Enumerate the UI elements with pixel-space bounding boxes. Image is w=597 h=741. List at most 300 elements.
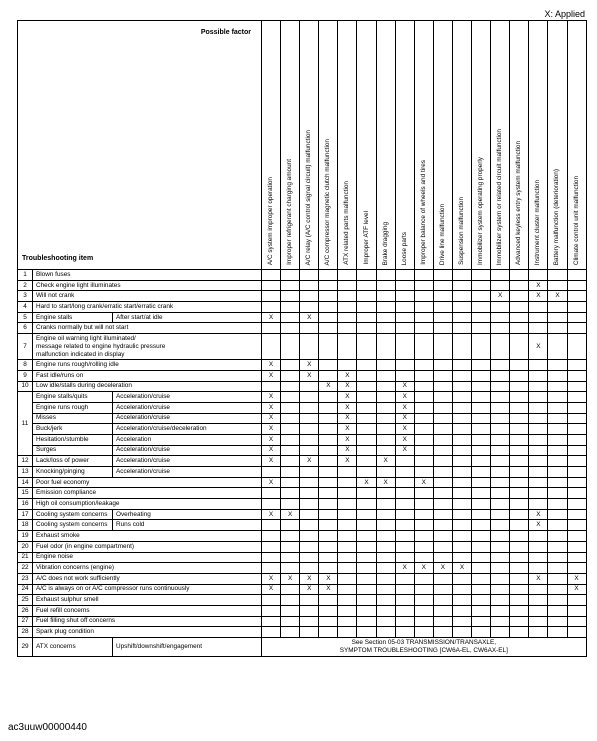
factor-cell xyxy=(395,520,414,531)
table-row xyxy=(18,616,587,627)
factor-cell xyxy=(491,392,510,403)
factor-cell xyxy=(414,584,433,595)
factor-cell xyxy=(529,280,548,291)
factor-cell xyxy=(395,456,414,467)
factor-cell xyxy=(395,595,414,606)
factor-cell xyxy=(281,291,300,302)
factor-cell xyxy=(357,434,376,445)
factor-label: Climate control unit malfunction xyxy=(572,175,580,265)
factor-cell xyxy=(529,445,548,456)
factor-cell xyxy=(357,360,376,371)
factor-cell xyxy=(567,509,586,520)
applied-mark: X xyxy=(268,457,274,465)
factor-cell xyxy=(452,467,471,478)
factor-cell xyxy=(262,270,281,281)
factor-cell xyxy=(548,605,567,616)
factor-cell xyxy=(567,402,586,413)
factor-cell xyxy=(281,280,300,291)
applied-mark: X xyxy=(307,585,312,593)
applied-mark: X xyxy=(326,574,331,582)
table-row xyxy=(18,370,587,381)
factor-cell xyxy=(281,424,300,435)
factor-cell xyxy=(510,552,529,563)
factor-cell xyxy=(567,360,586,371)
item-label: Blown fuses xyxy=(33,270,262,281)
factor-cell xyxy=(472,605,491,616)
factor-cell xyxy=(357,402,376,413)
factor-cell xyxy=(567,381,586,392)
factor-cell xyxy=(529,541,548,552)
factor-cell xyxy=(338,270,357,281)
applied-mark: X xyxy=(326,585,331,593)
item-condition: Acceleration/cruise/deceleration xyxy=(113,424,262,435)
factor-cell xyxy=(414,280,433,291)
troubleshooting-item-heading: Troubleshooting item xyxy=(22,255,94,262)
applied-mark: X xyxy=(536,292,541,300)
row-number: 14 xyxy=(18,477,33,488)
factor-cell xyxy=(433,520,452,531)
factor-cell xyxy=(319,402,338,413)
factor-label: Advanced keyless entry system malfunction xyxy=(515,141,523,265)
factor-cell xyxy=(510,291,529,302)
factor-cell xyxy=(510,520,529,531)
factor-cell xyxy=(529,499,548,510)
applied-mark: X xyxy=(402,393,407,401)
factor-cell xyxy=(338,381,357,392)
item-label: Fuel refill concerns xyxy=(33,605,262,616)
factor-cell xyxy=(529,323,548,334)
factor-header xyxy=(338,21,357,270)
factor-cell xyxy=(452,520,471,531)
factor-cell xyxy=(338,595,357,606)
factor-cell xyxy=(414,477,433,488)
factor-cell xyxy=(319,477,338,488)
factor-cell xyxy=(357,605,376,616)
factor-label: A/C system improper operation xyxy=(267,176,275,265)
factor-cell xyxy=(414,531,433,542)
factor-cell xyxy=(338,616,357,627)
item-condition: Acceleration/cruise xyxy=(113,445,262,456)
factor-cell xyxy=(433,312,452,323)
factor-cell xyxy=(262,563,281,574)
factor-cell xyxy=(395,563,414,574)
factor-cell xyxy=(529,291,548,302)
factor-cell xyxy=(452,456,471,467)
factor-cell xyxy=(357,280,376,291)
factor-cell xyxy=(281,370,300,381)
factor-cell xyxy=(491,334,510,360)
factor-cell xyxy=(395,552,414,563)
factor-cell xyxy=(510,424,529,435)
factor-cell xyxy=(357,541,376,552)
item-label: Cooling system concerns xyxy=(33,509,113,520)
factor-cell xyxy=(281,541,300,552)
factor-cell xyxy=(529,509,548,520)
factor-cell xyxy=(338,531,357,542)
factor-cell xyxy=(567,520,586,531)
factor-cell xyxy=(510,488,529,499)
factor-label: A/C compressor magnetic clutch malfunction xyxy=(324,138,332,265)
factor-cell xyxy=(376,323,395,334)
factor-cell xyxy=(472,302,491,313)
factor-cell xyxy=(472,477,491,488)
factor-label: Suspension malfunction xyxy=(458,197,465,265)
factor-cell xyxy=(300,302,319,313)
factor-cell xyxy=(414,573,433,584)
factor-cell xyxy=(262,392,281,403)
factor-label: Immobilizer system operating properly xyxy=(477,157,485,265)
factor-cell xyxy=(300,381,319,392)
factor-cell xyxy=(338,280,357,291)
factor-cell xyxy=(376,552,395,563)
item-label: Engine noise xyxy=(33,552,262,563)
factor-cell xyxy=(433,499,452,510)
factor-cell xyxy=(281,477,300,488)
factor-cell xyxy=(376,531,395,542)
factor-cell xyxy=(319,541,338,552)
factor-cell xyxy=(395,434,414,445)
factor-cell xyxy=(529,616,548,627)
table-row xyxy=(18,605,587,616)
table-row xyxy=(18,627,587,638)
factor-cell xyxy=(319,270,338,281)
factor-label: Improper ATF level xyxy=(362,211,370,265)
factor-cell xyxy=(357,477,376,488)
factor-cell xyxy=(510,302,529,313)
factor-cell xyxy=(529,563,548,574)
factor-cell xyxy=(281,381,300,392)
factor-cell xyxy=(548,477,567,488)
factor-cell xyxy=(319,531,338,542)
factor-cell xyxy=(376,605,395,616)
applied-mark: X xyxy=(288,510,293,518)
factor-cell xyxy=(262,291,281,302)
factor-cell xyxy=(338,563,357,574)
factor-cell xyxy=(319,424,338,435)
factor-cell xyxy=(529,381,548,392)
item-condition: Acceleration/cruise xyxy=(113,413,262,424)
factor-cell xyxy=(338,509,357,520)
factor-cell xyxy=(300,627,319,638)
factor-cell xyxy=(548,595,567,606)
item-label: Knocking/pinging xyxy=(33,467,113,478)
factor-cell xyxy=(491,424,510,435)
factor-cell xyxy=(433,402,452,413)
row-number: 28 xyxy=(18,627,33,638)
factor-cell xyxy=(376,424,395,435)
applied-mark: X xyxy=(268,403,274,411)
factor-cell xyxy=(414,291,433,302)
factor-cell xyxy=(376,499,395,510)
table-row xyxy=(18,280,587,291)
factor-cell xyxy=(395,370,414,381)
factor-cell xyxy=(433,477,452,488)
item-label: Will not crank xyxy=(33,291,262,302)
item-label: Cranks normally but will not start xyxy=(33,323,262,334)
factor-cell xyxy=(414,541,433,552)
factor-cell xyxy=(300,402,319,413)
applied-mark: X xyxy=(402,382,407,390)
table-row xyxy=(18,488,587,499)
factor-cell xyxy=(491,413,510,424)
applied-mark: X xyxy=(402,446,407,454)
factor-cell xyxy=(376,334,395,360)
applied-mark: X xyxy=(345,435,350,443)
factor-cell xyxy=(281,584,300,595)
factor-cell xyxy=(376,381,395,392)
factor-cell xyxy=(300,520,319,531)
factor-cell xyxy=(548,509,567,520)
factor-cell xyxy=(452,445,471,456)
applied-mark: X xyxy=(345,457,350,465)
factor-cell xyxy=(548,424,567,435)
factor-cell xyxy=(338,392,357,403)
factor-cell xyxy=(433,488,452,499)
factor-cell xyxy=(300,360,319,371)
item-label: Buck/jerk xyxy=(33,424,113,435)
factor-cell xyxy=(491,370,510,381)
factor-cell xyxy=(510,312,529,323)
factor-cell xyxy=(376,434,395,445)
factor-cell xyxy=(338,360,357,371)
factor-cell xyxy=(395,280,414,291)
factor-cell xyxy=(395,334,414,360)
factor-cell xyxy=(338,499,357,510)
factor-cell xyxy=(395,291,414,302)
factor-cell xyxy=(262,520,281,531)
table-row xyxy=(18,424,587,435)
factor-cell xyxy=(395,531,414,542)
factor-cell xyxy=(452,312,471,323)
factor-cell xyxy=(548,392,567,403)
factor-cell xyxy=(357,563,376,574)
factor-cell xyxy=(452,381,471,392)
factor-cell xyxy=(300,584,319,595)
factor-cell xyxy=(338,488,357,499)
factor-cell xyxy=(433,509,452,520)
factor-cell xyxy=(548,302,567,313)
factor-cell xyxy=(262,541,281,552)
factor-cell xyxy=(319,302,338,313)
applied-mark: X xyxy=(536,574,541,582)
factor-cell xyxy=(548,456,567,467)
applied-mark: X xyxy=(268,478,274,486)
applied-mark: X xyxy=(536,342,541,350)
factor-cell xyxy=(567,573,586,584)
table-row xyxy=(18,595,587,606)
factor-cell xyxy=(472,509,491,520)
factor-cell xyxy=(491,280,510,291)
factor-cell xyxy=(414,445,433,456)
row-number: 5 xyxy=(18,312,33,323)
factor-cell xyxy=(433,627,452,638)
factor-cell xyxy=(452,563,471,574)
factor-cell xyxy=(414,434,433,445)
factor-cell xyxy=(262,381,281,392)
factor-cell xyxy=(433,445,452,456)
factor-cell xyxy=(548,573,567,584)
factor-cell xyxy=(338,456,357,467)
factor-cell xyxy=(300,509,319,520)
factor-cell xyxy=(491,616,510,627)
factor-cell xyxy=(567,323,586,334)
factor-cell xyxy=(529,605,548,616)
factor-label: Improper balance of wheels and tires xyxy=(419,160,427,265)
applied-mark: X xyxy=(421,564,426,572)
factor-cell xyxy=(548,360,567,371)
factor-cell xyxy=(262,280,281,291)
factor-cell xyxy=(472,520,491,531)
factor-cell xyxy=(338,520,357,531)
item-label: Hard to start/long crank/erratic start/erratic crank xyxy=(33,302,262,313)
factor-cell xyxy=(262,552,281,563)
factor-cell xyxy=(414,616,433,627)
factor-header xyxy=(548,21,567,270)
factor-cell xyxy=(338,334,357,360)
factor-label: ATX related parts malfunction xyxy=(343,181,351,265)
factor-cell xyxy=(357,291,376,302)
applied-mark: X xyxy=(402,564,407,572)
factor-cell xyxy=(433,381,452,392)
factor-cell xyxy=(433,563,452,574)
factor-cell xyxy=(567,424,586,435)
factor-cell xyxy=(491,552,510,563)
applied-mark: X xyxy=(288,574,293,582)
applied-mark: X xyxy=(383,457,388,465)
table-row xyxy=(18,552,587,563)
factor-label: Brake dragging xyxy=(381,221,389,265)
factor-cell xyxy=(452,477,471,488)
factor-cell xyxy=(529,360,548,371)
factor-label: Battery malfunction (deterioration) xyxy=(553,168,561,265)
factor-cell xyxy=(414,270,433,281)
factor-cell xyxy=(433,541,452,552)
factor-cell xyxy=(491,323,510,334)
factor-cell xyxy=(376,627,395,638)
factor-header xyxy=(452,21,471,270)
factor-cell xyxy=(414,605,433,616)
factor-cell xyxy=(452,434,471,445)
factor-cell xyxy=(567,488,586,499)
factor-cell xyxy=(452,595,471,606)
factor-cell xyxy=(414,402,433,413)
factor-cell xyxy=(395,488,414,499)
factor-cell xyxy=(452,291,471,302)
factor-cell xyxy=(338,445,357,456)
item-label: Low idle/stalls during deceleration xyxy=(33,381,262,392)
row-number: 12 xyxy=(18,456,33,467)
factor-cell xyxy=(529,520,548,531)
factor-cell xyxy=(529,573,548,584)
factor-cell xyxy=(472,334,491,360)
factor-header xyxy=(395,21,414,270)
factor-cell xyxy=(548,531,567,542)
factor-cell xyxy=(472,413,491,424)
item-label: Vibration concerns (engine) xyxy=(33,563,262,574)
table-row xyxy=(18,456,587,467)
item-condition: Upshift/downshift/engagement xyxy=(113,638,262,657)
item-label-line: message related to engine hydraulic pressure xyxy=(36,342,166,350)
factor-cell xyxy=(319,312,338,323)
factor-cell xyxy=(262,370,281,381)
item-label: ATX concerns xyxy=(33,638,113,657)
factor-cell xyxy=(414,509,433,520)
factor-cell xyxy=(319,509,338,520)
factor-cell xyxy=(395,381,414,392)
row-number: 17 xyxy=(18,509,33,520)
factor-cell xyxy=(414,312,433,323)
factor-cell xyxy=(472,270,491,281)
factor-cell xyxy=(300,334,319,360)
factor-cell xyxy=(433,424,452,435)
applied-mark: X xyxy=(364,478,369,486)
factor-cell xyxy=(433,334,452,360)
factor-cell xyxy=(262,467,281,478)
factor-cell xyxy=(376,488,395,499)
factor-cell xyxy=(319,280,338,291)
factor-cell xyxy=(548,488,567,499)
row-number: 26 xyxy=(18,605,33,616)
factor-cell xyxy=(338,477,357,488)
factor-cell xyxy=(395,302,414,313)
factor-cell xyxy=(319,573,338,584)
factor-cell xyxy=(395,413,414,424)
factor-cell xyxy=(510,360,529,371)
factor-cell xyxy=(529,595,548,606)
table-row xyxy=(18,584,587,595)
factor-cell xyxy=(433,302,452,313)
factor-cell xyxy=(548,584,567,595)
factor-cell xyxy=(281,434,300,445)
row-number: 29 xyxy=(18,638,33,657)
factor-header xyxy=(281,21,300,270)
row-number: 16 xyxy=(18,499,33,510)
factor-cell xyxy=(452,531,471,542)
factor-cell xyxy=(472,531,491,542)
factor-cell xyxy=(452,302,471,313)
item-label: Spark plug condition xyxy=(33,627,262,638)
factor-header xyxy=(510,21,529,270)
applied-mark: X xyxy=(268,414,274,422)
factor-cell xyxy=(472,280,491,291)
item-label: Engine runs rough xyxy=(33,402,113,413)
applied-mark: X xyxy=(536,521,541,529)
factor-cell xyxy=(281,563,300,574)
applied-mark: X xyxy=(268,371,274,379)
factor-cell xyxy=(452,627,471,638)
row-number: 11 xyxy=(18,392,33,456)
item-label xyxy=(33,334,262,360)
factor-cell xyxy=(281,605,300,616)
factor-cell xyxy=(357,488,376,499)
factor-cell xyxy=(281,627,300,638)
factor-cell xyxy=(529,552,548,563)
factor-cell xyxy=(357,456,376,467)
factor-cell xyxy=(472,392,491,403)
factor-cell xyxy=(262,402,281,413)
factor-cell xyxy=(491,291,510,302)
applied-mark: X xyxy=(402,403,407,411)
factor-cell xyxy=(281,573,300,584)
applied-mark: X xyxy=(383,478,388,486)
factor-cell xyxy=(338,552,357,563)
factor-cell xyxy=(491,595,510,606)
applied-mark: X xyxy=(268,574,274,582)
factor-cell xyxy=(262,531,281,542)
factor-cell xyxy=(300,413,319,424)
factor-cell xyxy=(472,584,491,595)
factor-cell xyxy=(319,392,338,403)
